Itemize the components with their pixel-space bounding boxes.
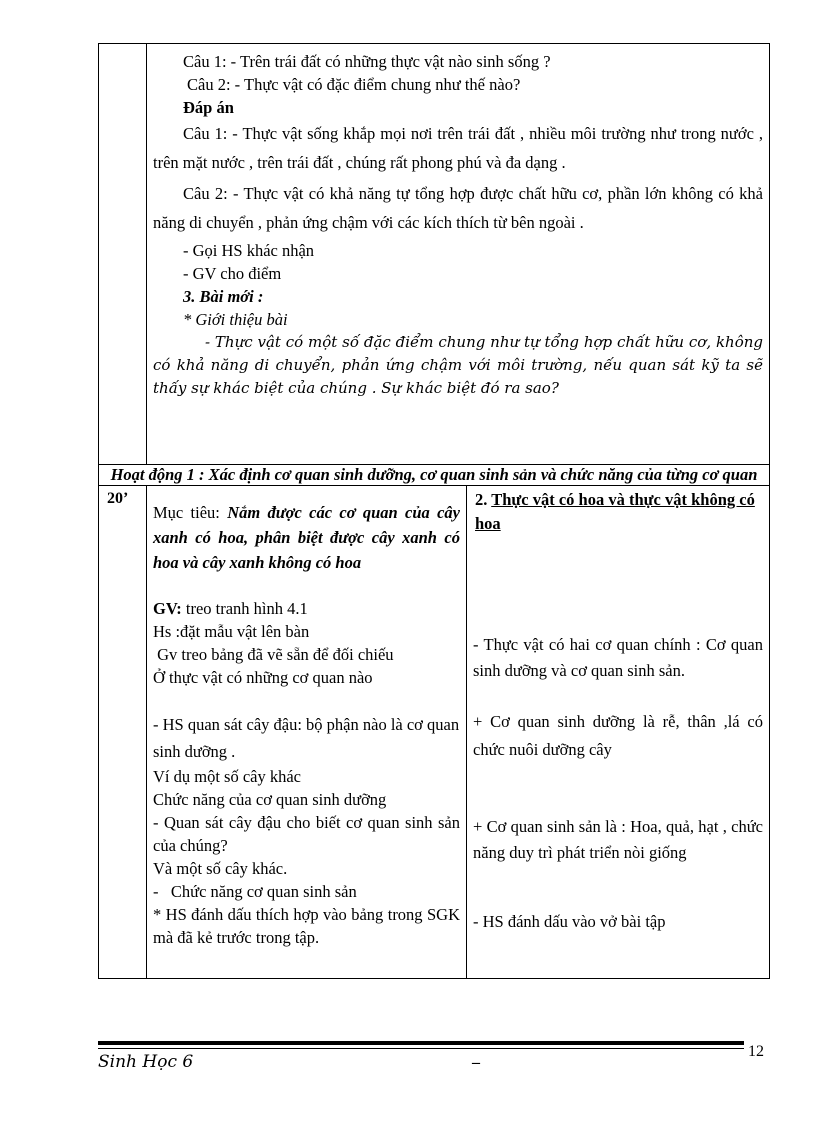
objective [153, 500, 460, 575]
activity-heading: Hoạt động 1 : Xác định cơ quan sinh dưỡng, cơ quan sinh sản và chức năng của từng cơ quan [99, 465, 770, 486]
footer-title: Sinh Học 6 [98, 1052, 194, 1072]
review-row [99, 44, 770, 465]
teacher-step [153, 597, 460, 620]
answer-2: Câu 2: - Thực vật có khả năng tự tổng hợp được chất hữu cơ, phần lớn không có khả năng di chuyển , phản ứng chậm với các kích thích từ bên ngoài . [153, 184, 763, 232]
intro-text: - Thực vật có một số đặc điểm chung như tự tổng hợp chất hữu cơ, không có khả năng di chuyển, phản ứng chậm với môi trường, nếu quan sát kỹ ta sẽ thấy sự khác biệt của chúng . Sự khác biệt đó ra sao? [153, 333, 763, 397]
footer-dash: – [472, 1054, 480, 1071]
hs-observe: - HS quan sát cây đậu: bộ phận nào là cơ quan sinh dưỡng . [153, 715, 460, 761]
question-2: Câu 2: - Thực vật có đặc điểm chung như thế nào? [187, 75, 521, 94]
teacher-text: treo tranh hình 4.1 [181, 599, 308, 618]
objective-label: Mục tiêu: [153, 503, 228, 522]
teacher-student-activity [147, 486, 467, 979]
other-plants: Và một số cây khác. [153, 859, 288, 878]
objective-text: Nắm được các cơ quan của cây xanh có hoa, phân biệt được cây xanh có hoa và cây xanh không có hoa [153, 503, 461, 572]
teacher-label: GV: [153, 599, 182, 618]
organs-question: Ở thực vật có những cơ quan nào [153, 668, 373, 687]
content-column [467, 486, 770, 979]
page-number: 12 [748, 1043, 764, 1060]
example-note: Ví dụ một số cây khác [153, 767, 302, 786]
grade-note: - GV cho điểm [183, 264, 282, 283]
review-content [147, 44, 770, 465]
activity-heading-row [99, 465, 770, 486]
reproductive-organ: + Cơ quan sinh sản là : Hoa, quả, hạt , chức năng duy trì phát triển nòi giống [473, 817, 763, 862]
call-student-note: - Gọi HS khác nhận [183, 241, 315, 260]
lesson-plan-table [98, 43, 770, 979]
time-cell-empty [99, 44, 147, 465]
section-title: Thực vật có hoa và thực vật không có hoa [475, 490, 755, 533]
footer-rule-thin [98, 1048, 744, 1049]
section-heading [473, 488, 763, 536]
hs-notebook: - HS đánh dấu vào vở bài tập [473, 912, 666, 931]
question-1: Câu 1: - Trên trái đất có những thực vật nào sinh sống ? [183, 52, 551, 71]
activity-time: 20’ [99, 486, 147, 979]
new-lesson-heading: 3. Bài mới : [183, 287, 264, 306]
hs-mark-table: * HS đánh dấu thích hợp vào bảng trong SGK mà đã kẻ trước trong tập. [153, 905, 460, 947]
hs-specimen: Hs :đặt mẫu vật lên bàn [153, 622, 310, 641]
answer-heading: Đáp án [183, 98, 234, 117]
footer-rule-thick [98, 1041, 744, 1045]
function-vegetative: Chức năng của cơ quan sinh dưỡng [153, 790, 387, 809]
function-reproductive: - Chức năng cơ quan sinh sản [153, 882, 357, 901]
answer-1: Câu 1: - Thực vật sống khắp mọi nơi trên trái đất , nhiều môi trường như trong nước , trên mặt nước , trên trái đất , chúng rất phong phú và đa dạng . [153, 124, 763, 172]
activity-row [99, 486, 770, 979]
two-organs: - Thực vật có hai cơ quan chính : Cơ quan sinh dưỡng và cơ quan sinh sản. [473, 635, 763, 680]
vegetative-organ: + Cơ quan sinh dưỡng là rễ, thân ,lá có chức nuôi dưỡng cây [473, 712, 763, 759]
observe-reproductive: - Quan sát cây đậu cho biết cơ quan sinh sản của chúng? [153, 813, 460, 855]
gv-table: Gv treo bảng đã vẽ sẵn để đối chiếu [153, 645, 394, 664]
intro-heading: * Giới thiệu bài [183, 310, 288, 329]
section-number: 2. [475, 490, 492, 509]
